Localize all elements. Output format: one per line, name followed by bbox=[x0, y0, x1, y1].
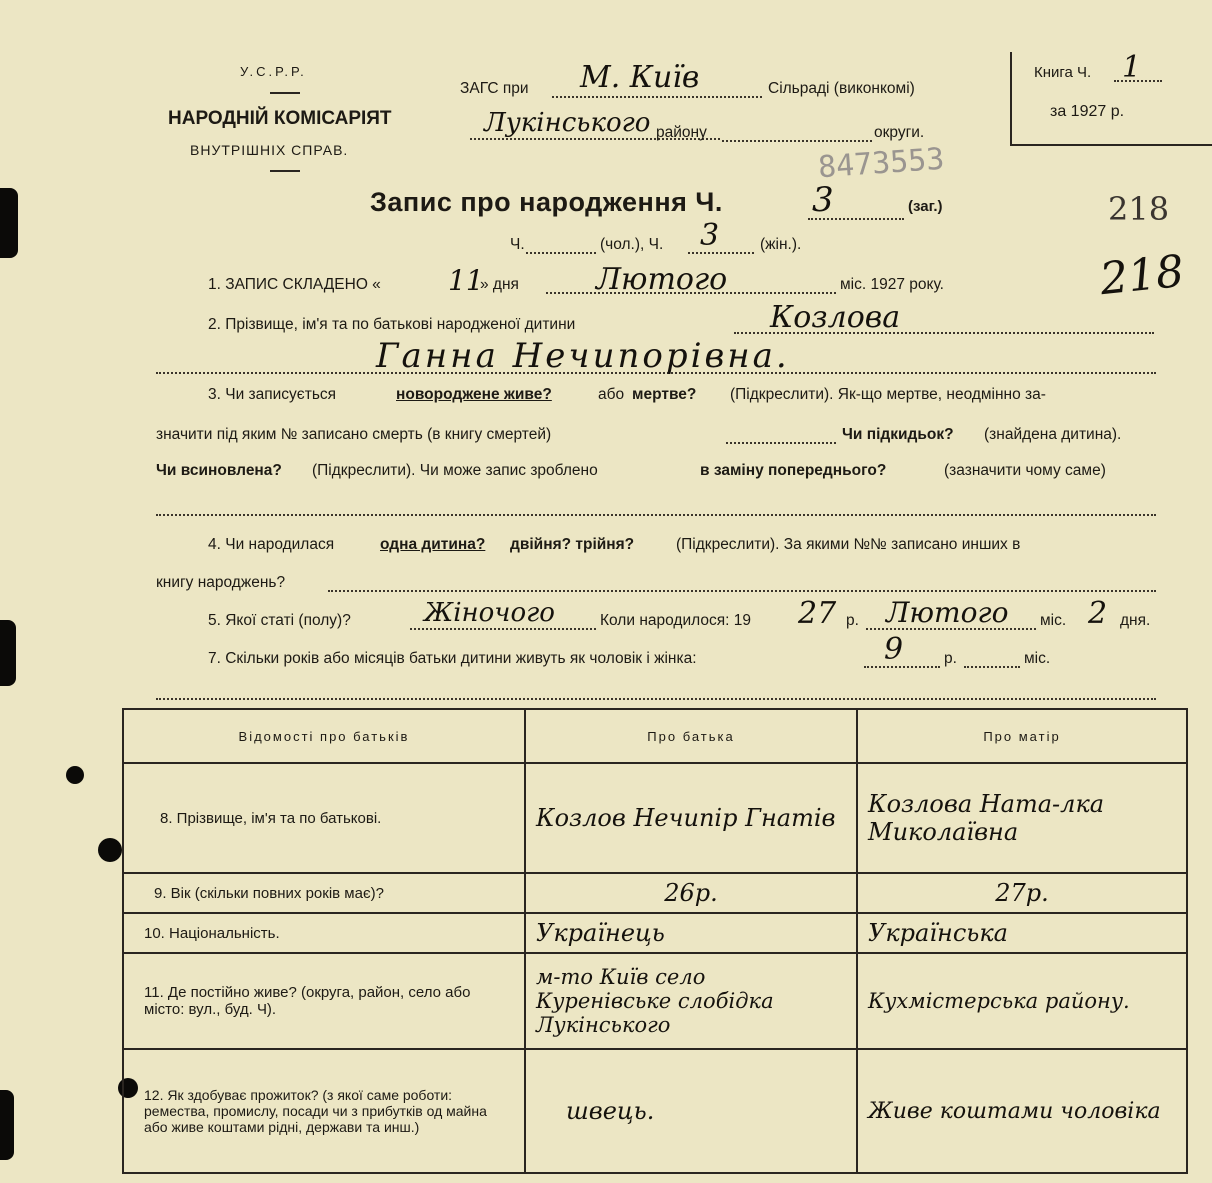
punch-hole bbox=[98, 838, 122, 862]
item7-label: 7. Скільки років або місяців батьки дитини живуть як чоловік і жінка: bbox=[208, 650, 697, 667]
sub-male: (чол.), Ч. bbox=[600, 236, 664, 253]
district-value: Лукінського bbox=[484, 108, 651, 138]
mother-value: 27р. bbox=[857, 873, 1187, 913]
item3-foundling: Чи підкидьок? bbox=[842, 426, 954, 443]
item3-j: (Підкреслити). Чи може запис зроблено bbox=[312, 462, 598, 479]
item1-end: міс. 1927 року. bbox=[840, 276, 944, 293]
row-label: 12. Як здобуває прожиток? (з якої саме роботи: ремества, промислу, посади чи з прибутків од майна або живе коштами рідні, держави та инш.) bbox=[123, 1049, 525, 1173]
item5-sex: Жіночого bbox=[424, 598, 555, 628]
item4-single: одна дитина? bbox=[380, 536, 486, 553]
sub-female: (жін.). bbox=[760, 236, 802, 253]
mother-value: Українська bbox=[857, 913, 1187, 953]
binding-hole bbox=[0, 188, 18, 258]
item3-replacement: в заміну попереднього? bbox=[700, 462, 887, 479]
item5-day: 2 bbox=[1088, 596, 1108, 631]
district-label: району bbox=[656, 124, 707, 141]
item7-mis: міс. bbox=[1024, 650, 1051, 667]
year-label: за 1927 р. bbox=[1050, 103, 1125, 120]
book-label: Книга Ч. bbox=[1034, 64, 1092, 81]
record-title: Запис про народження Ч. bbox=[370, 187, 723, 217]
book-value: 1 bbox=[1122, 50, 1142, 85]
item3-or: або bbox=[598, 386, 625, 403]
side-number-hand: 218 bbox=[1097, 245, 1187, 306]
item2-surname: Козлова bbox=[770, 300, 901, 335]
binding-hole bbox=[0, 1090, 14, 1160]
father-value: швець. bbox=[525, 1049, 857, 1173]
sub-female-value: 3 bbox=[700, 218, 720, 253]
item5-born: Коли народилося: 19 bbox=[600, 612, 751, 629]
item5-r: р. bbox=[846, 612, 859, 629]
mother-value: Кухмістерська району. bbox=[857, 953, 1187, 1049]
item3-a: 3. Чи записується bbox=[208, 386, 337, 403]
item4-twins: двійня? трійня? bbox=[510, 536, 635, 553]
archive-stamp-number: 8473553 bbox=[816, 141, 946, 186]
father-value: Українець bbox=[525, 913, 857, 953]
father-value: м-то Київ село Куренівське слобідка Лукінського bbox=[525, 953, 857, 1049]
item5-dnia: дня. bbox=[1120, 612, 1151, 629]
zags-prefix: ЗАГС при bbox=[460, 80, 529, 97]
item1-label: 1. ЗАПИС СКЛАДЕНО « bbox=[208, 276, 381, 293]
okruha-label: округи. bbox=[874, 124, 925, 141]
item4-d: (Підкреслити). За якими №№ записано инших в bbox=[676, 536, 1021, 553]
item3-e: (Підкреслити). Як-що мертве, неодмінно за- bbox=[730, 386, 1046, 403]
republic-label: У.С.Р.Р. bbox=[240, 64, 307, 79]
item3-alive: новороджене живе? bbox=[396, 386, 552, 403]
table-row bbox=[123, 1049, 1187, 1173]
commissariat-label: НАРОДНІЙ КОМІСАРІЯТ bbox=[168, 108, 392, 129]
mother-value: Живе коштами чоловіка bbox=[857, 1049, 1187, 1173]
item7-years: 9 bbox=[884, 632, 904, 667]
row-label: 11. Де постійно живе? (округа, район, село або місто: вул., буд. Ч). bbox=[123, 953, 525, 1049]
item1-day-label: » дня bbox=[480, 276, 519, 293]
item2-label: 2. Прізвище, ім'я та по батькові народженої дитини bbox=[208, 316, 576, 333]
item3-adopted: Чи всиновлена? bbox=[156, 462, 282, 479]
department-label: ВНУТРІШНІХ СПРАВ. bbox=[190, 142, 349, 158]
item5-mis: міс. bbox=[1040, 612, 1067, 629]
item3-dead: мертве? bbox=[632, 386, 697, 403]
father-value: 26р. bbox=[525, 873, 857, 913]
parents-table bbox=[122, 708, 1188, 1174]
item1-day: 11 bbox=[448, 264, 484, 297]
zags-place: М. Київ bbox=[580, 60, 700, 95]
item3-f: значити під яким № записано смерть (в книгу смертей) bbox=[156, 426, 552, 443]
item1-month: Лютого bbox=[596, 262, 728, 297]
record-number: 3 bbox=[812, 180, 834, 220]
sub-ch: Ч. bbox=[510, 236, 525, 253]
table-header: Відомості про батьків bbox=[123, 709, 525, 763]
binding-hole bbox=[0, 620, 16, 686]
mother-value: Козлова Ната-лка Миколаївна bbox=[857, 763, 1187, 873]
father-value: Козлов Нечипір Гнатів bbox=[525, 763, 857, 873]
table-row bbox=[123, 953, 1187, 1049]
item5-month: Лютого bbox=[886, 596, 1009, 629]
side-number-print: 218 bbox=[1108, 190, 1170, 228]
council-label: Сільраді (виконкомі) bbox=[768, 80, 915, 97]
row-label: 8. Прізвище, ім'я та по батькові. bbox=[123, 763, 525, 873]
item3-h: (знайдена дитина). bbox=[984, 426, 1122, 443]
item4-a: 4. Чи народилася bbox=[208, 536, 335, 553]
item7-r: р. bbox=[944, 650, 957, 667]
table-row bbox=[123, 763, 1187, 873]
table-header-row bbox=[123, 709, 1187, 763]
table-header: Про батька bbox=[525, 709, 857, 763]
punch-hole bbox=[66, 766, 84, 784]
item2-name: Ганна Нечипорівна. bbox=[376, 336, 790, 376]
row-label: 10. Національність. bbox=[123, 913, 525, 953]
table-row bbox=[123, 913, 1187, 953]
item3-l: (зазначити чому саме) bbox=[944, 462, 1106, 479]
item5-label: 5. Якої статі (полу)? bbox=[208, 612, 351, 629]
item5-year: 27 bbox=[798, 596, 837, 631]
item4-e: книгу народжень? bbox=[156, 574, 286, 591]
table-header: Про матір bbox=[857, 709, 1187, 763]
row-label: 9. Вік (скільки повних років має)? bbox=[123, 873, 525, 913]
record-zag: (заг.) bbox=[908, 198, 943, 215]
table-row bbox=[123, 873, 1187, 913]
